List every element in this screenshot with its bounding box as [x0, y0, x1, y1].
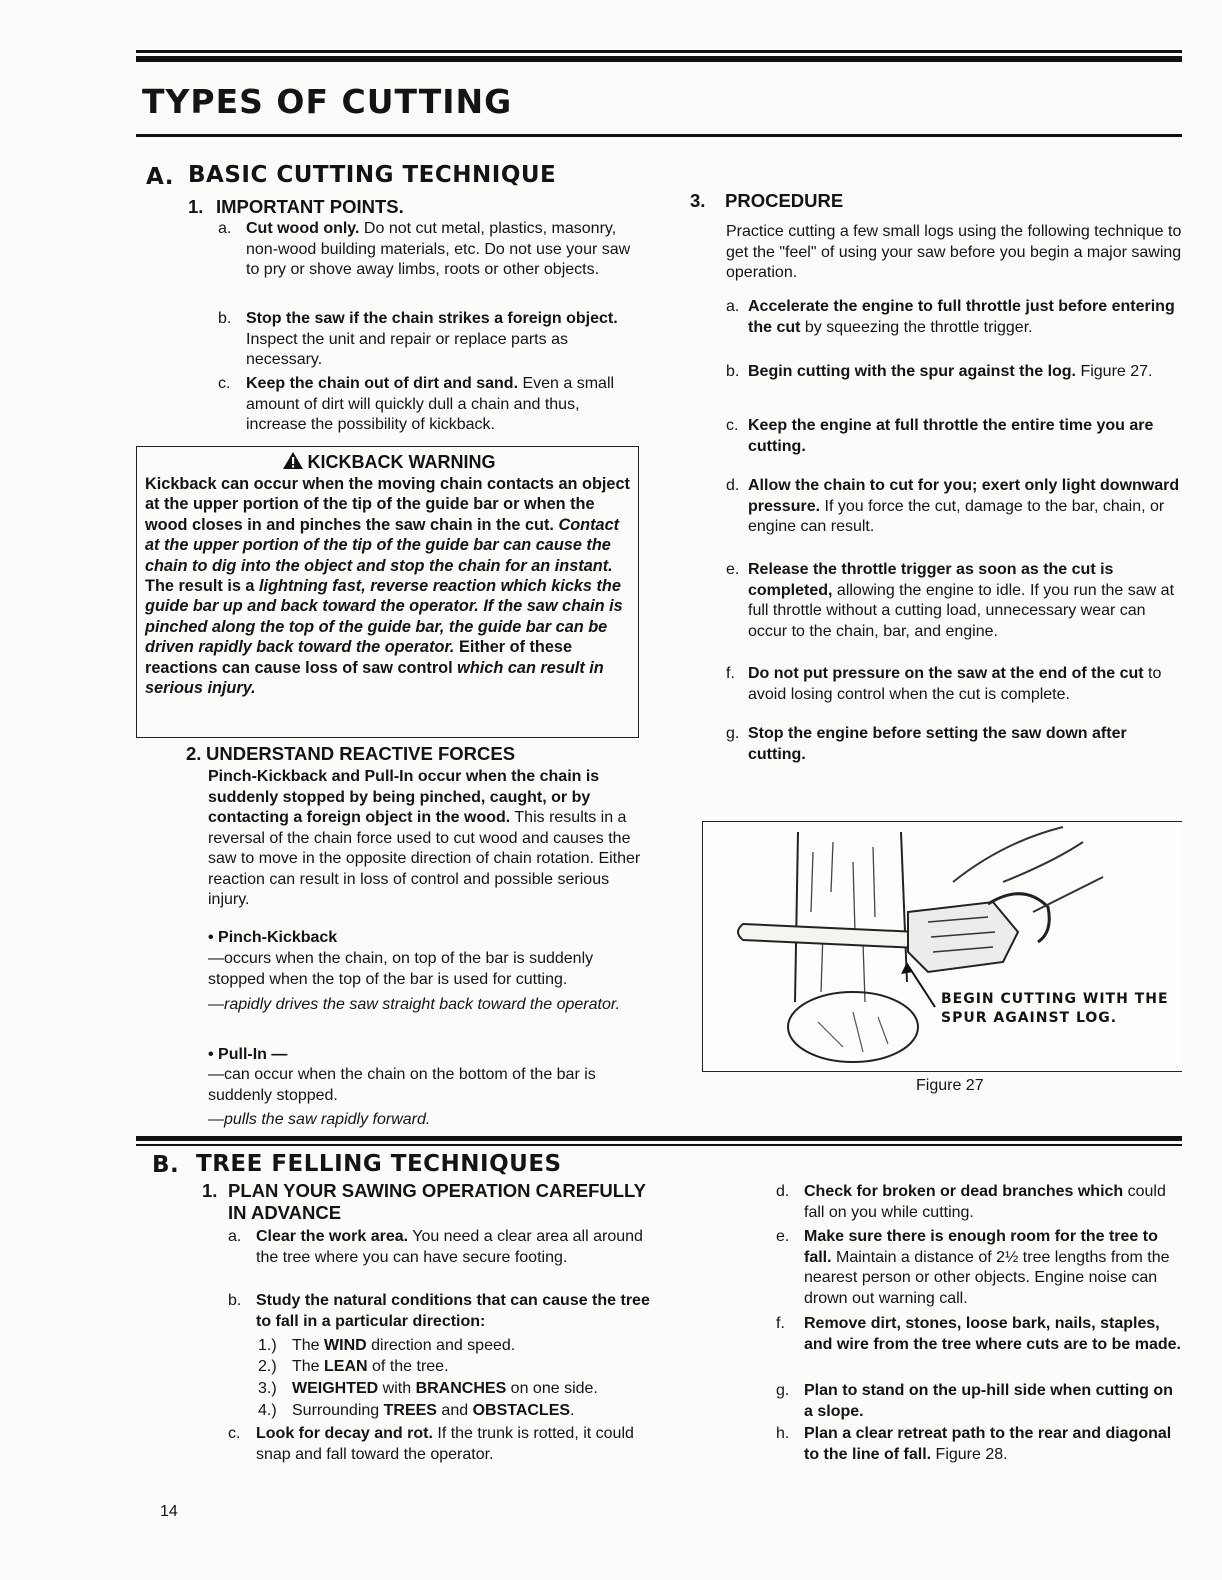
- item-text: Figure 27.: [1076, 363, 1153, 380]
- condition-text: with: [378, 1380, 416, 1397]
- item-bold-text: Make sure there is enough room for the tree to fall.: [804, 1228, 1158, 1266]
- item-marker: d.: [726, 477, 740, 494]
- item-marker: d.: [776, 1183, 790, 1200]
- item-text: to avoid losing control when the cut is complete.: [748, 665, 1162, 703]
- warning-sentence: lightning fast, reverse reaction which kicks the guide bar up and back toward the operator. If the saw chain is pinched along the top of the guide bar, the guide bar can be driven rapidly back toward the operator.: [145, 577, 623, 657]
- condition-keyword: LEAN: [324, 1358, 368, 1375]
- item-bold-text: Keep the chain out of dirt and sand.: [246, 375, 519, 392]
- item-text: Maintain a distance of 2½ tree lengths from the nearest person or other objects. Engine noise can drown out warning call.: [804, 1248, 1170, 1307]
- procedure-item-a: [726, 297, 1182, 338]
- item-marker: f.: [726, 665, 735, 682]
- pinch-kickback-point-1: —occurs when the chain, on top of the bar is suddenly stopped when the top of the bar is used for cutting.: [208, 950, 594, 988]
- plan-item-h: [776, 1424, 1182, 1465]
- item-bold-text: Stop the saw if the chain strikes a foreign object.: [246, 310, 618, 327]
- item-bold-text: Remove dirt, stones, loose bark, nails, staples, and wire from the tree where cuts are to be made.: [804, 1315, 1181, 1353]
- item-text: Do not cut metal, plastics, masonry, non-wood building materials, etc. Do not use your saw to pry or shove away limbs, roots or other objects.: [246, 220, 631, 278]
- plan-item-d: [776, 1182, 1182, 1223]
- condition-1: [258, 1336, 658, 1357]
- condition-text: .: [570, 1402, 575, 1419]
- reactive-intro-bold: Pinch-Kickback and Pull-In occur when the chain is suddenly stopped by being pinched, caught, or by contacting a foreign object in the wood.: [208, 768, 600, 826]
- item-marker: e.: [776, 1228, 790, 1245]
- item-marker: c.: [726, 417, 739, 434]
- item-text: Even a small amount of dirt will quickly dull a chain and thus, increase the possibility of kickback.: [246, 375, 615, 433]
- important-item-b: [218, 309, 642, 371]
- item-bold-text: Accelerate the engine to full throttle just before entering the cut: [748, 298, 1175, 336]
- item-marker: a.: [726, 298, 740, 315]
- plan-item-a: [228, 1227, 652, 1268]
- item-bold-text: Allow the chain to cut for you; exert only light downward pressure.: [748, 477, 1180, 515]
- warning-sentence: Contact at the upper portion of the tip of the guide bar can cause the chain to dig into the object and stop the chain for an instant.: [145, 515, 620, 575]
- item-bold-text: Plan a clear retreat path to the rear and diagonal to the line of fall.: [804, 1425, 1172, 1463]
- procedure-title: PROCEDURE: [725, 190, 844, 211]
- item-text: Inspect the unit and repair or replace parts as necessary.: [246, 330, 568, 368]
- reactive-forces-title: UNDERSTAND REACTIVE FORCES: [206, 743, 516, 764]
- item-marker: h.: [776, 1425, 790, 1442]
- warning-sentence: which can result in serious injury.: [145, 658, 604, 698]
- item-text: You need a clear area all around the tree where you can have secure footing.: [256, 1228, 643, 1266]
- item-bold-text: Do not put pressure on the saw at the end of the cut: [748, 665, 1144, 682]
- top-rule-thick: [136, 56, 1182, 62]
- condition-keyword: TREES: [383, 1402, 437, 1419]
- reactive-forces-number: 2.: [186, 743, 202, 764]
- pull-in-point-1: —can occur when the chain on the bottom of the bar is suddenly stopped.: [208, 1066, 596, 1104]
- item-bold-text: Clear the work area.: [256, 1228, 409, 1245]
- item-marker: a.: [218, 220, 232, 237]
- condition-3: [258, 1379, 658, 1400]
- item-bold-text: Study the natural conditions that can cause the tree to fall in a particular direction:: [256, 1292, 650, 1330]
- pinch-kickback-point-2: —rapidly drives the saw straight back toward the operator.: [208, 996, 621, 1013]
- warning-sentence: Kickback can occur when the moving chain contacts an object at the upper portion of the tip of the guide bar or when the wood closes in and pinches the saw chain in the cut.: [145, 475, 630, 534]
- reactive-intro-text: This results in a reversal of the chain force used to cut wood and causes the saw to move in the opposite direction of chain rotation. Either reaction can result in loss of control and possible serious injury.: [208, 809, 641, 908]
- warning-sentence: Either of these reactions can cause loss of saw control: [145, 638, 573, 677]
- figure-27: [702, 821, 1182, 1072]
- important-points-title: IMPORTANT POINTS.: [216, 196, 404, 217]
- page-title: TYPES OF CUTTING: [142, 82, 513, 121]
- condition-text: direction and speed.: [366, 1337, 516, 1354]
- item-text: allowing the engine to idle. If you run the saw at full throttle without a cutting load, unnecessary wear can occur to the chain, bar, and engine.: [748, 581, 1175, 640]
- figure-callout-line: SPUR AGAINST LOG.: [941, 1010, 1118, 1026]
- item-marker: a.: [228, 1228, 242, 1245]
- item-bold-text: Cut wood only.: [246, 220, 360, 237]
- condition-keyword: OBSTACLES: [472, 1402, 571, 1419]
- condition-4: [258, 1401, 658, 1422]
- item-bold-text: Release the throttle trigger as soon as the cut is completed,: [748, 561, 1114, 599]
- condition-text: Surrounding: [292, 1402, 384, 1419]
- item-marker: g.: [776, 1382, 790, 1399]
- item-bold-text: Begin cutting with the spur against the log.: [748, 363, 1076, 380]
- figure-27-callout: [941, 990, 1169, 1028]
- item-marker: f.: [776, 1315, 785, 1332]
- procedure-item-c: [726, 416, 1182, 457]
- condition-text: and: [436, 1402, 473, 1419]
- kickback-warning-text: [145, 474, 632, 698]
- section-a-letter: A.: [146, 164, 174, 190]
- plan-number: 1.: [202, 1180, 218, 1201]
- plan-item-b: [228, 1291, 652, 1332]
- section-b-rule-thick: [136, 1136, 1182, 1141]
- item-bold-text: Check for broken or dead branches which: [804, 1183, 1124, 1200]
- condition-text: The: [292, 1358, 325, 1375]
- warning-triangle-icon: [282, 451, 304, 470]
- item-text: could fall on you while cutting.: [804, 1183, 1166, 1221]
- pull-in-point-2: —pulls the saw rapidly forward.: [208, 1111, 431, 1128]
- item-marker: c.: [228, 1425, 241, 1442]
- condition-text: on one side.: [506, 1380, 598, 1397]
- reactive-forces-intro: [208, 767, 646, 911]
- procedure-item-b: [726, 362, 1182, 383]
- procedure-intro: Practice cutting a few small logs using the following technique to get the "feel" of using your saw before you begin a major sawing operation.: [726, 223, 1182, 281]
- section-b-rule-thin: [136, 1144, 1182, 1146]
- procedure-item-d: [726, 476, 1182, 538]
- kickback-warning-box: [136, 446, 639, 738]
- procedure-number: 3.: [690, 190, 706, 211]
- top-rule-thin: [136, 50, 1182, 53]
- item-text: If the trunk is rotted, it could snap and fall toward the operator.: [256, 1425, 634, 1463]
- important-points-number: 1.: [188, 196, 204, 217]
- item-marker: b.: [218, 310, 232, 327]
- kickback-warning-title: KICKBACK WARNING: [307, 452, 496, 472]
- title-rule: [136, 134, 1182, 137]
- item-text: If you force the cut, damage to the bar, chain, or engine can result.: [748, 497, 1165, 535]
- section-a-title: BASIC CUTTING TECHNIQUE: [188, 162, 557, 188]
- condition-keyword: WEIGHTED: [292, 1380, 379, 1397]
- item-marker: g.: [726, 725, 740, 742]
- chainsaw-cutting-illustration: [703, 822, 1182, 1072]
- kickback-warning-heading: [145, 451, 632, 473]
- figure-callout-line: BEGIN CUTTING WITH THE: [941, 991, 1169, 1007]
- plan-item-c: [228, 1424, 652, 1465]
- item-marker: b.: [726, 363, 740, 380]
- item-text: Figure 28.: [931, 1445, 1008, 1463]
- condition-text: The: [292, 1337, 325, 1354]
- procedure-item-f: [726, 664, 1182, 705]
- item-marker: c.: [218, 375, 231, 392]
- item-bold-text: Plan to stand on the up-hill side when cutting on a slope.: [804, 1382, 1173, 1420]
- important-item-c: [218, 374, 642, 436]
- important-item-a: [218, 219, 642, 281]
- condition-keyword: BRANCHES: [415, 1380, 507, 1397]
- item-bold-text: Keep the engine at full throttle the entire time you are cutting.: [748, 417, 1154, 455]
- condition-marker: 4.): [258, 1402, 277, 1419]
- figure-27-caption: Figure 27: [916, 1077, 984, 1094]
- condition-text: of the tree.: [367, 1358, 449, 1375]
- item-marker: b.: [228, 1292, 242, 1309]
- item-text: by squeezing the throttle trigger.: [800, 318, 1033, 336]
- condition-marker: 3.): [258, 1380, 277, 1397]
- plan-item-g: [776, 1381, 1182, 1422]
- condition-marker: 2.): [258, 1358, 277, 1375]
- plan-title: PLAN YOUR SAWING OPERATION CAREFULLY IN ADVANCE: [228, 1180, 646, 1223]
- condition-marker: 1.): [258, 1337, 277, 1354]
- procedure-item-e: [726, 560, 1182, 642]
- item-bold-text: Stop the engine before setting the saw down after cutting.: [748, 725, 1127, 763]
- section-b-letter: B.: [152, 1152, 180, 1178]
- condition-2: [258, 1357, 658, 1378]
- item-marker: e.: [726, 561, 740, 578]
- pull-in-title: • Pull-In —: [208, 1046, 288, 1063]
- condition-keyword: WIND: [324, 1337, 367, 1354]
- procedure-item-g: [726, 724, 1182, 765]
- item-bold-text: Look for decay and rot.: [256, 1425, 433, 1442]
- pinch-kickback-title: • Pinch-Kickback: [208, 929, 338, 946]
- page-number: 14: [160, 1503, 178, 1520]
- plan-item-f: [776, 1314, 1182, 1355]
- plan-item-e: [776, 1227, 1182, 1309]
- section-b-title: TREE FELLING TECHNIQUES: [196, 1151, 562, 1177]
- warning-sentence: The result is a: [145, 577, 260, 596]
